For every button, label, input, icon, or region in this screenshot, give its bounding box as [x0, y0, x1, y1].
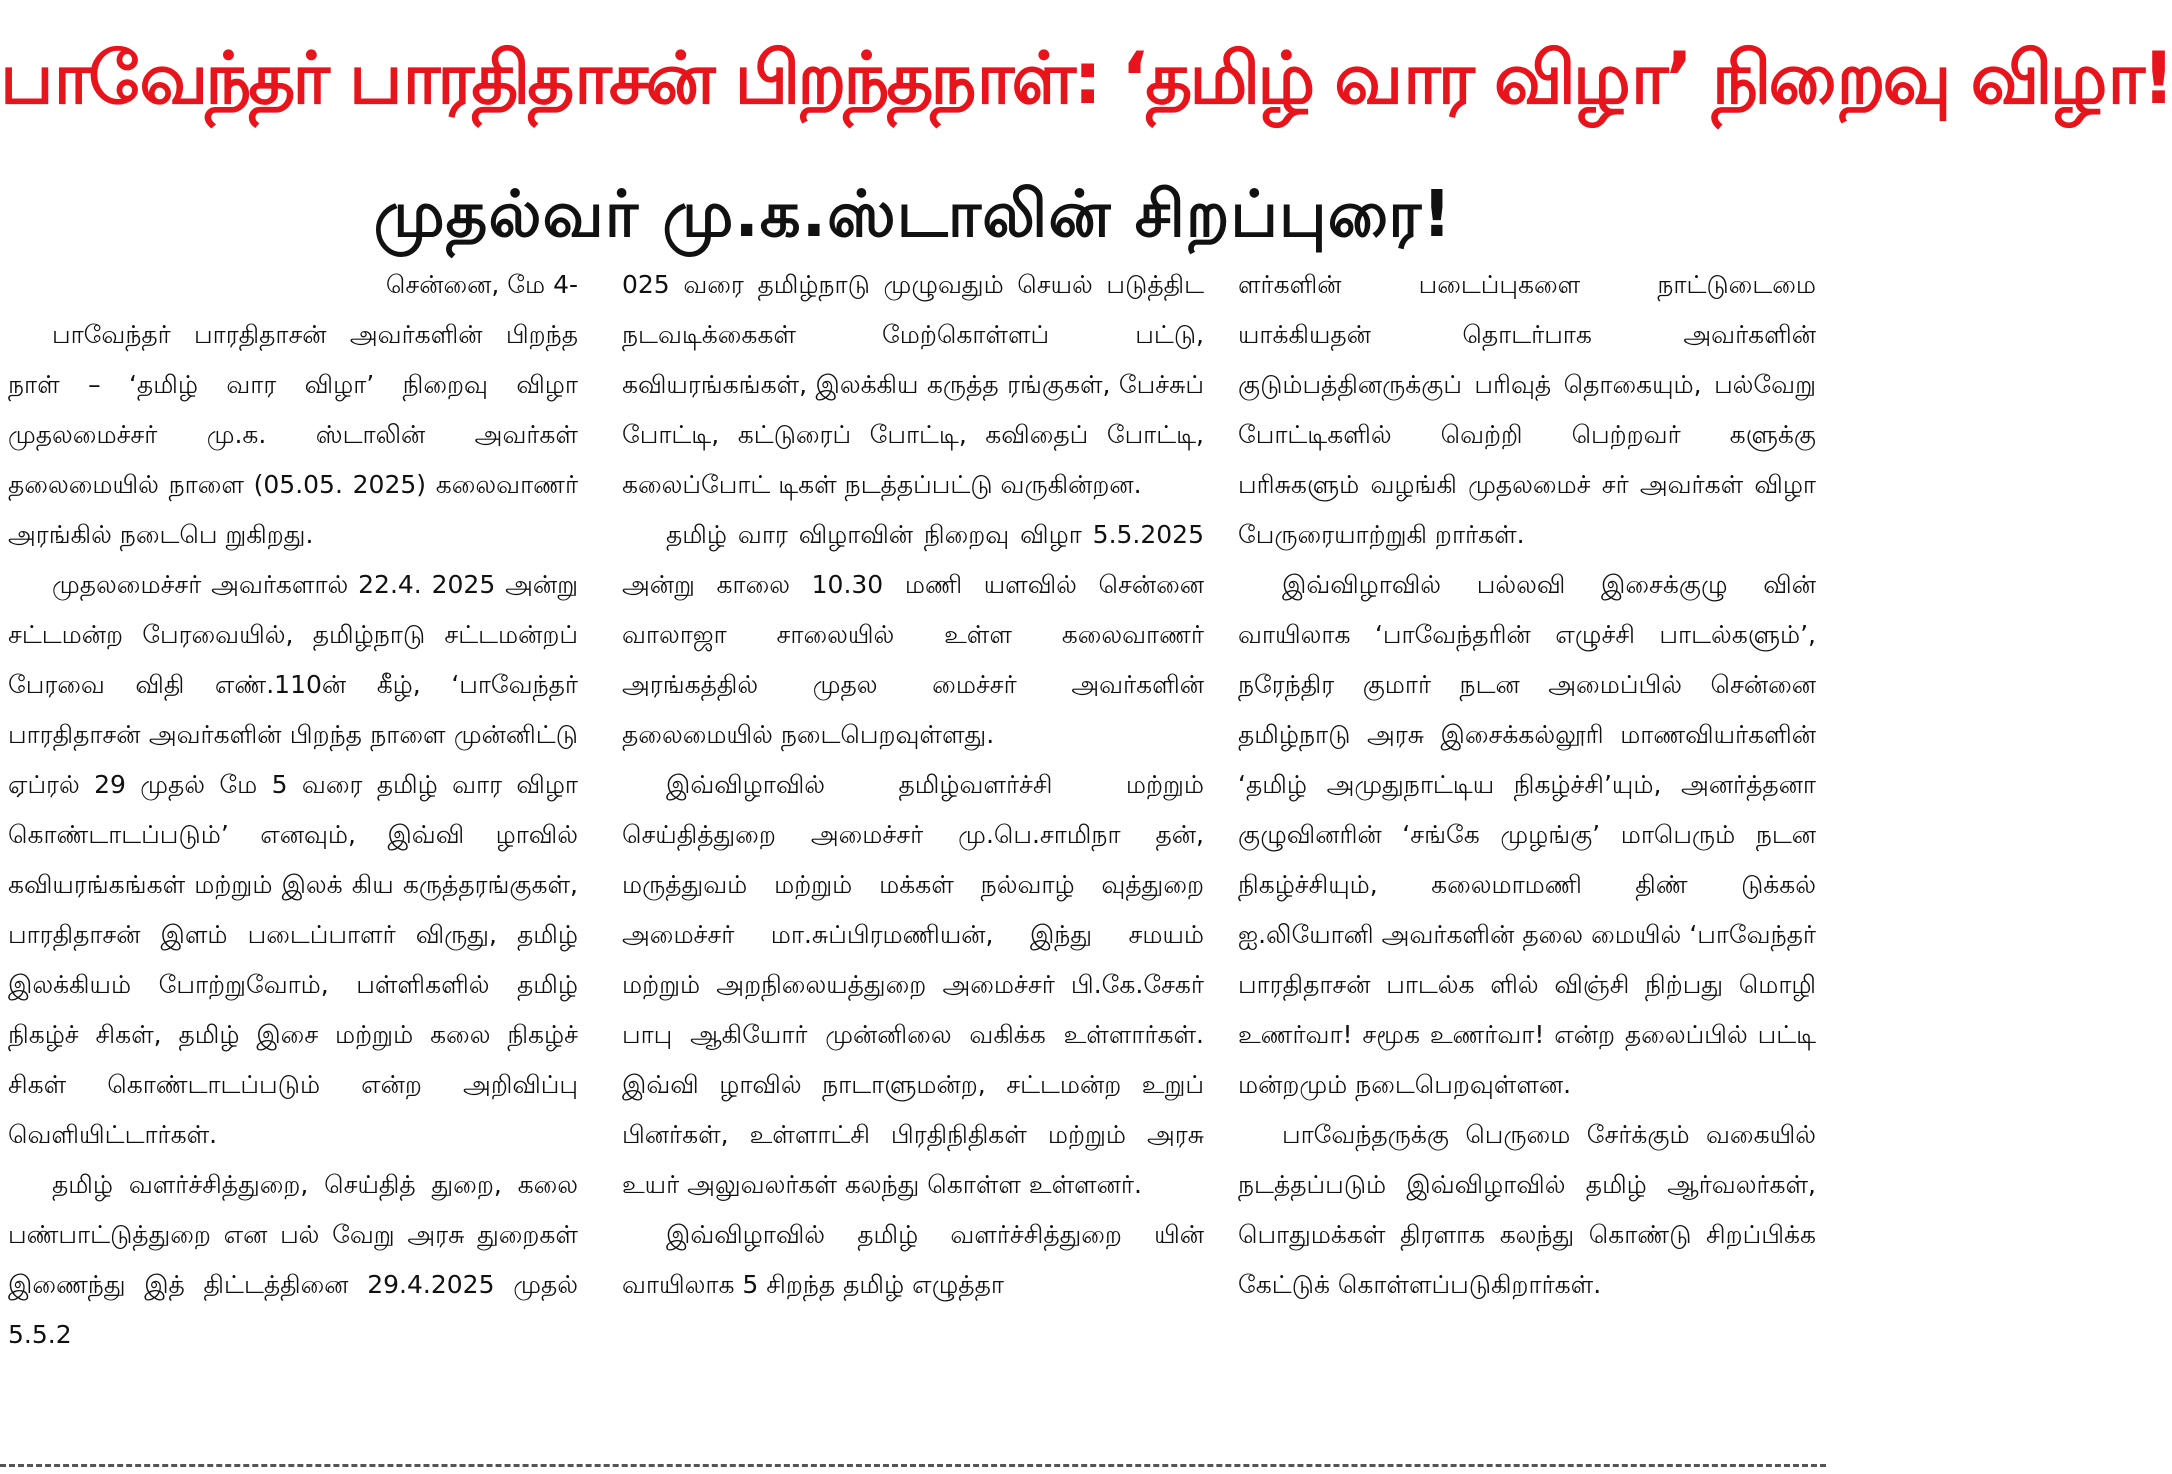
article-column-3: [1238, 260, 1816, 1450]
bottom-divider: [0, 1464, 1826, 1467]
article-paragraph: பாவேந்தர் பாரதிதாசன் அவர்களின் பிறந்த நாள் – ‘தமிழ் வார விழா’ நிறைவு விழா முதலமைச்சர் மு.க. ஸ்டாலின் அவர்கள் தலைமையில் நாளை (05.05. 2025) கலைவாணர் அரங்கில் நடைபெ றுகிறது.: [8, 320, 578, 549]
article-paragraph: பாவேந்தருக்கு பெருமை சேர்க்கும் வகையில் நடத்தப்படும் இவ்விழாவில் தமிழ் ஆர்வலர்கள், பொதுமக்கள் திரளாக கலந்து கொண்டு சிறப்பிக்க கேட்டுக் கொள்ளப்படுகிறார்கள்.: [1238, 1120, 1816, 1299]
article-column-2: [622, 260, 1204, 1450]
article-paragraph: முதலமைச்சர் அவர்களால் 22.4. 2025 அன்று சட்டமன்ற பேரவையில், தமிழ்நாடு சட்டமன்றப் பேரவை விதி எண்.110ன் கீழ், ‘பாவேந்தர் பாரதிதாசன் அவர்களின் பிறந்த நாளை முன்னிட்டு ஏப்ரல் 29 முதல் மே 5 வரை தமிழ் வார விழா கொண்டாடப்படும்’ எனவும், இவ்வி ழாவில் கவியரங்கங்கள் மற்றும் இலக் கிய கருத்தரங்குகள், பாரதிதாசன் இளம் படைப்பாளர் விருது, தமிழ் இலக்கியம் போற்றுவோம், பள்ளிகளில் தமிழ் நிகழ்ச் சிகள், தமிழ் இசை மற்றும் கலை நிகழ்ச் சிகள் கொண்டாடப்படும் என்ற அறிவிப்பு வெளியிட்டார்கள்.: [8, 570, 578, 1149]
article-paragraph: இவ்விழாவில் தமிழ் வளர்ச்சித்துறை யின் வாயிலாக 5 சிறந்த தமிழ் எழுத்தா: [622, 1220, 1204, 1299]
subheadline: முதல்வர் மு.க.ஸ்டாலின் சிறப்புரை!: [373, 178, 1453, 252]
article-paragraph: தமிழ் வார விழாவின் நிறைவு விழா 5.5.2025 அன்று காலை 10.30 மணி யளவில் சென்னை வாலாஜா சாலையில் உள்ள கலைவாணர் அரங்கத்தில் முதல மைச்சர் அவர்களின் தலைமையில் நடைபெறவுள்ளது.: [622, 520, 1204, 749]
headline: பாவேந்தர் பாரதிதாசன் பிறந்தநாள்: ‘தமிழ் வார விழா’ நிறைவு விழா!: [0, 36, 2172, 120]
article-paragraph: 025 வரை தமிழ்நாடு முழுவதும் செயல் படுத்திட நடவடிக்கைகள் மேற்கொள்ளப் பட்டு, கவியரங்கங்கள், இலக்கிய கருத்த ரங்குகள், பேச்சுப் போட்டி, கட்டுரைப் போட்டி, கவிதைப் போட்டி, கலைப்போட் டிகள் நடத்தப்பட்டு வருகின்றன.: [622, 270, 1204, 499]
article-paragraph: இவ்விழாவில் பல்லவி இசைக்குழு வின் வாயிலாக ‘பாவேந்தரின் எழுச்சி பாடல்களும்’, நரேந்திர குமார் நடன அமைப்பில் சென்னை தமிழ்நாடு அரசு இசைக்கல்லூரி மாணவியர்களின் ‘தமிழ் அமுதுநாட்டிய நிகழ்ச்சி’யும், அனர்த்தனா குழுவினரின் ‘சங்கே முழங்கு’ மாபெரும் நடன நிகழ்ச்சியும், கலைமாமணி திண் டுக்கல் ஐ.லியோனி அவர்களின் தலை மையில் ‘பாவேந்தர் பாரதிதாசன் பாடல்க ளில் விஞ்சி நிற்பது மொழி உணர்வா! சமூக உணர்வா! என்ற தலைப்பில் பட்டி மன்றமும் நடைபெறவுள்ளன.: [1238, 570, 1816, 1099]
article-paragraph: தமிழ் வளர்ச்சித்துறை, செய்தித் துறை, கலை பண்பாட்டுத்துறை என பல் வேறு அரசு துறைகள் இணைந்து இத் திட்டத்தினை 29.4.2025 முதல் 5.5.2: [8, 1170, 578, 1349]
article-column-1: [8, 260, 578, 1450]
article-paragraph: இவ்விழாவில் தமிழ்வளர்ச்சி மற்றும் செய்தித்துறை அமைச்சர் மு.பெ.சாமிநா தன், மருத்துவம் மற்றும் மக்கள் நல்வாழ் வுத்துறை அமைச்சர் மா.சுப்பிரமணியன், இந்து சமயம் மற்றும் அறநிலையத்துறை அமைச்சர் பி.கே.சேகர் பாபு ஆகியோர் முன்னிலை வகிக்க உள்ளார்கள். இவ்வி ழாவில் நாடாளுமன்ற, சட்டமன்ற உறுப் பினர்கள், உள்ளாட்சி பிரதிநிதிகள் மற்றும் அரசு உயர் அலுவலர்கள் கலந்து கொள்ள உள்ளனர்.: [622, 770, 1204, 1199]
article-paragraph: ளர்களின் படைப்புகளை நாட்டுடைமை யாக்கியதன் தொடர்பாக அவர்களின் குடும்பத்தினருக்குப் பரிவுத் தொகையும், பல்வேறு போட்டிகளில் வெற்றி பெற்றவர் களுக்கு பரிசுகளும் வழங்கி முதலமைச் சர் அவர்கள் விழா பேருரையாற்றுகி றார்கள்.: [1238, 270, 1816, 549]
dateline: சென்னை, மே 4-: [385, 270, 578, 299]
